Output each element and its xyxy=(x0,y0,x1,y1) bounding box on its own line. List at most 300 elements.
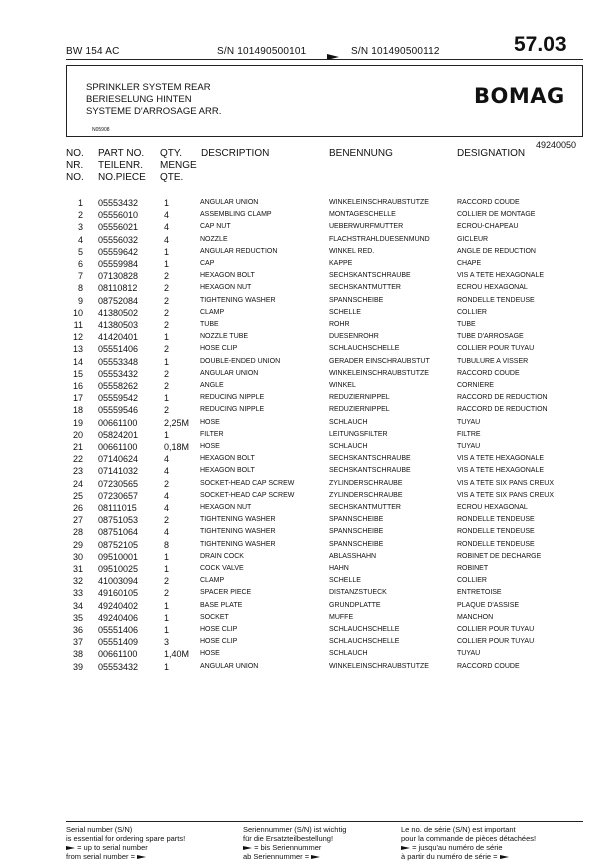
benennung: DISTANZSTUECK xyxy=(329,589,387,597)
part-number: 05553432 xyxy=(98,661,139,672)
footer-de xyxy=(243,825,346,861)
footer-en-line1: Serial number (S/N) xyxy=(66,825,133,834)
quantity: 1 xyxy=(164,564,170,574)
designation: RONDELLE TENDEUSE xyxy=(457,540,535,548)
table-row xyxy=(66,503,596,515)
designation: VIS A TETE HEXAGONALE xyxy=(457,272,545,280)
quantity: 4 xyxy=(164,503,170,513)
benennung: ROHR xyxy=(329,321,350,328)
part-number: 05558262 xyxy=(98,381,139,391)
designation: RONDELLE TENDEUSE xyxy=(457,516,535,524)
row-number: 22 xyxy=(72,454,83,465)
row-number: 7 xyxy=(77,271,83,282)
part-number: 05553432 xyxy=(98,368,139,379)
footer-de-line3: = bis Seriennummer xyxy=(243,843,346,852)
designation: MANCHON xyxy=(457,613,494,621)
benennung: SECHSKANTSCHRAUBE xyxy=(329,455,411,463)
quantity: 2 xyxy=(164,307,170,318)
designation: GICLEUR xyxy=(457,235,489,243)
quantity: 4 xyxy=(164,222,170,233)
part-number: 07141032 xyxy=(98,466,139,477)
table-row xyxy=(66,540,596,552)
description: TIGHTENING WASHER xyxy=(200,516,276,524)
designation: TUBE D'ARROSAGE xyxy=(457,333,524,341)
part-number: 08111015 xyxy=(98,503,137,513)
table-row xyxy=(66,405,596,417)
table-row xyxy=(66,637,596,649)
col-header-designation: DESIGNATION xyxy=(457,148,526,159)
benennung: SECHSKANTMUTTER xyxy=(329,284,401,292)
table-row xyxy=(66,601,596,613)
description: HEXAGON BOLT xyxy=(200,272,255,280)
benennung: MONTAGESCHELLE xyxy=(329,211,396,219)
description: TIGHTENING WASHER xyxy=(200,528,276,536)
description: FILTER xyxy=(200,430,224,438)
footer-de-line4: ab Seriennummer = xyxy=(243,852,346,861)
description: HEXAGON BOLT xyxy=(200,455,255,463)
table-row xyxy=(66,588,596,600)
row-number: 21 xyxy=(72,442,83,452)
part-number: 05556032 xyxy=(98,234,139,245)
designation: RACCORD DE REDUCTION xyxy=(457,394,548,402)
quantity: 8 xyxy=(164,539,170,550)
arrow-right-icon xyxy=(327,48,339,66)
designation: CORNIERE xyxy=(457,382,494,389)
part-number: 41420401 xyxy=(98,332,139,343)
footer-en xyxy=(66,825,185,861)
benennung: FLACHSTRAHLDUESENMUND xyxy=(329,235,430,243)
quantity: 1 xyxy=(164,551,170,562)
designation: ROBINET xyxy=(457,565,489,572)
designation: VIS A TETE SIX PANS CREUX xyxy=(457,491,554,499)
quantity: 1 xyxy=(164,612,170,623)
description: HEXAGON NUT xyxy=(200,504,252,511)
table-row xyxy=(66,649,596,661)
footer-de-line1: Seriennummer (S/N) ist wichtig xyxy=(243,825,347,834)
description: TUBE xyxy=(200,321,219,328)
row-number: 27 xyxy=(72,515,83,526)
table-row xyxy=(66,515,596,527)
title-en: SPRINKLER SYSTEM REAR xyxy=(86,82,211,93)
col-header-qty-fr: QTE. xyxy=(160,172,184,183)
benennung: SCHLAUCHSCHELLE xyxy=(329,638,400,646)
benennung: ZYLINDERSCHRAUBE xyxy=(329,491,403,499)
col-header-qty-de: MENGE xyxy=(160,160,197,171)
quantity: 2 xyxy=(164,271,170,282)
part-number: 07230565 xyxy=(98,478,139,489)
benennung: GRUNDPLATTE xyxy=(329,601,381,609)
table-row xyxy=(66,210,596,222)
designation: COLLIER xyxy=(457,577,487,585)
description: DRAIN COCK xyxy=(200,552,244,560)
description: CAP xyxy=(200,260,215,267)
benennung: SCHLAUCHSCHELLE xyxy=(329,626,400,633)
row-number: 31 xyxy=(72,564,83,574)
part-number: 41380502 xyxy=(98,307,139,318)
designation: COLLIER POUR TUYAU xyxy=(457,626,535,633)
quantity: 2 xyxy=(164,588,170,599)
quantity: 1 xyxy=(164,246,170,257)
description: TIGHTENING WASHER xyxy=(200,540,276,548)
part-number: 09510001 xyxy=(98,551,139,562)
benennung: ABLASSHAHN xyxy=(329,552,377,560)
table-row xyxy=(66,442,596,454)
title-block xyxy=(86,82,221,118)
footer-en-line4: from serial number = xyxy=(66,852,185,861)
designation: CHAPE xyxy=(457,260,482,267)
table-row xyxy=(66,320,596,332)
table-row xyxy=(66,466,596,478)
brand-logo: BOMAG xyxy=(474,84,565,108)
description: NOZZLE xyxy=(200,235,228,243)
col-header-description: DESCRIPTION xyxy=(201,148,270,159)
description: CLAMP xyxy=(200,308,225,316)
quantity: 1 xyxy=(164,356,170,367)
table-row xyxy=(66,271,596,283)
part-number: 05553432 xyxy=(98,198,139,208)
benennung: SCHLAUCHSCHELLE xyxy=(329,345,400,353)
designation: TUBE xyxy=(457,321,476,328)
header-rule xyxy=(66,59,583,60)
row-number: 8 xyxy=(77,283,83,294)
description: SOCKET-HEAD CAP SCREW xyxy=(200,479,295,487)
description: TIGHTENING WASHER xyxy=(200,296,276,304)
row-number: 11 xyxy=(73,320,83,330)
description: HOSE CLIP xyxy=(200,626,238,633)
quantity: 1,40M xyxy=(164,649,190,660)
quantity: 1 xyxy=(164,429,170,440)
table-row xyxy=(66,625,596,637)
table-row xyxy=(66,344,596,356)
description: HOSE xyxy=(200,418,220,426)
table-row xyxy=(66,491,596,503)
part-number: 07140624 xyxy=(98,454,139,465)
quantity: 2 xyxy=(164,320,170,330)
benennung: SPANNSCHEIBE xyxy=(329,296,384,304)
quantity: 0,18M xyxy=(164,442,190,452)
designation: ENTRETOISE xyxy=(457,589,502,597)
benennung: SPANNSCHEIBE xyxy=(329,540,384,548)
table-row xyxy=(66,369,596,381)
table-row xyxy=(66,430,596,442)
benennung: UEBERWURFMUTTER xyxy=(329,223,404,231)
row-number: 15 xyxy=(72,368,83,379)
footer-fr-line2: pour la commande de pièces détachées! xyxy=(401,834,537,843)
part-number: 07230657 xyxy=(98,490,139,501)
table-row xyxy=(66,479,596,491)
description: SPACER PIECE xyxy=(200,589,252,597)
table-row xyxy=(66,418,596,430)
footer-en-line3: = up to serial number xyxy=(66,843,185,852)
benennung: SPANNSCHEIBE xyxy=(329,516,384,524)
part-number: 09510025 xyxy=(98,564,139,574)
part-number: 49240406 xyxy=(98,612,139,623)
col-header-no-fr: NO. xyxy=(66,172,84,183)
description: HEXAGON NUT xyxy=(200,284,252,292)
table-row xyxy=(66,613,596,625)
table-row xyxy=(66,198,596,210)
description: ANGULAR UNION xyxy=(200,199,259,206)
description: SOCKET-HEAD CAP SCREW xyxy=(200,491,295,499)
row-number: 13 xyxy=(72,344,83,355)
designation: RONDELLE TENDEUSE xyxy=(457,296,535,304)
part-number: 07130828 xyxy=(98,271,139,282)
title-fr: SYSTEME D'ARROSAGE ARR. xyxy=(86,106,222,117)
benennung: SECHSKANTMUTTER xyxy=(329,504,401,511)
row-number: 29 xyxy=(72,539,83,550)
benennung: REDUZIERNIPPEL xyxy=(329,406,390,414)
row-number: 1 xyxy=(77,198,83,208)
description: BASE PLATE xyxy=(200,601,243,609)
description: HOSE CLIP xyxy=(200,345,238,353)
benennung: LEITUNGSFILTER xyxy=(329,430,388,438)
row-number: 5 xyxy=(77,246,83,257)
part-number: 49240402 xyxy=(98,600,139,611)
col-header-benennung: BENENNUNG xyxy=(329,148,393,159)
designation: TUYAU xyxy=(457,650,481,658)
part-number: 05559642 xyxy=(98,246,139,257)
row-number: 19 xyxy=(72,417,83,428)
description: ANGULAR UNION xyxy=(200,662,259,670)
quantity: 2 xyxy=(164,368,170,379)
row-number: 2 xyxy=(77,210,83,221)
quantity: 2 xyxy=(164,576,170,587)
benennung: SCHLAUCH xyxy=(329,650,368,658)
part-number: 00661100 xyxy=(98,649,138,660)
benennung: WINKELEINSCHRAUBSTUTZE xyxy=(329,199,429,206)
footer-fr-line3: = jusqu'au numéro de série xyxy=(401,843,536,852)
row-number: 28 xyxy=(72,527,83,538)
quantity: 2 xyxy=(164,405,170,416)
designation: VIS A TETE HEXAGONALE xyxy=(457,467,545,475)
designation: RACCORD DE REDUCTION xyxy=(457,406,548,414)
table-row xyxy=(66,393,596,405)
col-header-qty-en: QTY. xyxy=(160,148,183,159)
footer-fr-line4: à partir du numéro de série = xyxy=(401,852,536,861)
part-number: 00661100 xyxy=(98,417,138,428)
col-header-part-fr: NO.PIECE xyxy=(98,172,146,183)
quantity: 4 xyxy=(164,454,170,465)
page-number: 57.03 xyxy=(514,33,567,56)
table-row xyxy=(66,296,596,308)
designation: ECROU HEXAGONAL xyxy=(457,284,528,292)
row-number: 32 xyxy=(72,576,83,587)
row-number: 4 xyxy=(77,234,83,245)
benennung: WINKEL xyxy=(329,382,356,389)
row-number: 38 xyxy=(72,649,83,660)
benennung: SCHELLE xyxy=(329,308,361,316)
row-number: 18 xyxy=(72,405,83,416)
benennung: WINKELEINSCHRAUBSTUTZE xyxy=(329,662,429,670)
part-number: 05551406 xyxy=(98,625,139,635)
row-number: 14 xyxy=(72,356,83,367)
col-header-no-de: NR. xyxy=(66,160,84,171)
benennung: HAHN xyxy=(329,565,349,572)
description: NOZZLE TUBE xyxy=(200,333,249,341)
table-row xyxy=(66,332,596,344)
designation: ECROU HEXAGONAL xyxy=(457,504,528,511)
description: REDUCING NIPPLE xyxy=(200,406,265,414)
description: HOSE CLIP xyxy=(200,638,238,646)
designation: COLLIER xyxy=(457,308,487,316)
row-number: 35 xyxy=(72,612,83,623)
quantity: 2 xyxy=(164,381,170,391)
description: REDUCING NIPPLE xyxy=(200,394,265,402)
benennung: SCHLAUCH xyxy=(329,418,368,426)
benennung: MUFFE xyxy=(329,613,354,621)
benennung: DUESENROHR xyxy=(329,333,379,341)
quantity: 4 xyxy=(164,234,170,245)
table-row xyxy=(66,259,596,271)
designation: ANGLE DE REDUCTION xyxy=(457,247,536,255)
table-row xyxy=(66,662,596,674)
benennung: SCHLAUCH xyxy=(329,443,368,450)
row-number: 34 xyxy=(72,600,83,611)
col-header-part-en: PART NO. xyxy=(98,148,145,159)
table-row xyxy=(66,454,596,466)
quantity: 1 xyxy=(164,259,170,269)
part-number: 08751064 xyxy=(98,527,139,538)
description: CLAMP xyxy=(200,577,225,585)
col-header-no-en: NO. xyxy=(66,148,84,159)
part-number: 05551409 xyxy=(98,637,139,648)
table-row xyxy=(66,222,596,234)
col-header-no xyxy=(66,148,84,184)
serial-to: S/N 101490500112 xyxy=(351,46,440,57)
designation: ROBINET DE DECHARGE xyxy=(457,552,542,560)
benennung: SPANNSCHEIBE xyxy=(329,528,384,536)
designation: PLAQUE D'ASSISE xyxy=(457,601,520,609)
designation: TUYAU xyxy=(457,418,481,426)
footer-de-line2: für die Ersatzteilbestellung! xyxy=(243,834,334,843)
row-number: 25 xyxy=(72,490,83,501)
part-number: 05559542 xyxy=(98,393,139,404)
quantity: 1 xyxy=(164,625,170,635)
table-row xyxy=(66,235,596,247)
row-number: 20 xyxy=(72,429,83,440)
row-number: 6 xyxy=(77,259,83,269)
row-number: 36 xyxy=(72,625,83,635)
title-de: BERIESELUNG HINTEN xyxy=(86,94,192,105)
quantity: 1 xyxy=(164,661,170,672)
part-number: 05551406 xyxy=(98,344,139,355)
description: HEXAGON BOLT xyxy=(200,467,255,475)
quantity: 1 xyxy=(164,332,170,343)
row-number: 30 xyxy=(72,551,83,562)
description: DOUBLE-ENDED UNION xyxy=(200,357,281,365)
description: CAP NUT xyxy=(200,223,231,231)
table-row xyxy=(66,576,596,588)
col-header-part-de: TEILENR. xyxy=(98,160,144,171)
description: ASSEMBLING CLAMP xyxy=(200,211,272,219)
benennung: ZYLINDERSCHRAUBE xyxy=(329,479,403,487)
quantity: 2 xyxy=(164,478,170,489)
description: COCK VALVE xyxy=(200,565,244,572)
description: ANGLE xyxy=(200,382,224,389)
footer-fr-line1: Le no. de série (S/N) est important xyxy=(401,825,516,834)
table-row xyxy=(66,308,596,320)
designation: VIS A TETE HEXAGONALE xyxy=(457,455,545,463)
part-number: 08752084 xyxy=(98,295,139,306)
table-row xyxy=(66,283,596,295)
part-number: 05556021 xyxy=(98,222,139,233)
quantity: 2 xyxy=(164,344,170,355)
quantity: 2 xyxy=(164,295,170,306)
part-number: 49160105 xyxy=(98,588,139,599)
part-number: 05556010 xyxy=(98,210,139,221)
quantity: 4 xyxy=(164,466,170,477)
table-row xyxy=(66,357,596,369)
part-number: 08751053 xyxy=(98,515,139,526)
quantity: 4 xyxy=(164,527,170,538)
quantity: 4 xyxy=(164,210,170,221)
table-row xyxy=(66,247,596,259)
benennung: WINKEL RED. xyxy=(329,247,375,255)
col-header-qty xyxy=(160,148,197,184)
table-row xyxy=(66,527,596,539)
quantity: 3 xyxy=(164,637,170,648)
designation: RACCORD COUDE xyxy=(457,662,520,670)
part-number: 08752105 xyxy=(98,539,139,550)
part-number: 05559984 xyxy=(98,259,139,269)
quantity: 1 xyxy=(164,198,170,208)
part-number: 05553348 xyxy=(98,356,139,367)
designation: COLLIER POUR TUYAU xyxy=(457,638,535,646)
quantity: 2 xyxy=(164,515,170,526)
designation: TUYAU xyxy=(457,443,481,450)
row-number: 37 xyxy=(72,637,83,648)
designation: COLLIER DE MONTAGE xyxy=(457,211,536,219)
part-number: 05559546 xyxy=(98,405,139,416)
document-number: 49240050 xyxy=(536,140,577,150)
row-number: 9 xyxy=(77,295,83,306)
benennung: WINKELEINSCHRAUBSTUTZE xyxy=(329,369,429,377)
designation: FILTRE xyxy=(457,430,481,438)
row-number: 3 xyxy=(77,222,83,233)
designation: RONDELLE TENDEUSE xyxy=(457,528,535,536)
designation: RACCORD COUDE xyxy=(457,199,520,206)
description: SOCKET xyxy=(200,613,229,621)
designation: TUBULURE A VISSER xyxy=(457,357,529,365)
row-number: 23 xyxy=(72,466,83,477)
model-name: BW 154 AC xyxy=(66,46,120,57)
benennung: SECHSKANTSCHRAUBE xyxy=(329,467,411,475)
description: ANGULAR UNION xyxy=(200,369,259,377)
part-number: 00661100 xyxy=(98,442,138,452)
row-number: 24 xyxy=(72,478,83,489)
quantity: 2,25M xyxy=(164,417,190,428)
designation: ECROU-CHAPEAU xyxy=(457,223,519,231)
serial-from: S/N 101490500101 xyxy=(217,46,307,57)
designation: VIS A TETE SIX PANS CREUX xyxy=(457,479,554,487)
benennung: SCHELLE xyxy=(329,577,361,585)
quantity: 1 xyxy=(164,600,170,611)
table-row xyxy=(66,381,596,393)
row-number: 17 xyxy=(72,393,83,404)
part-number: 41003094 xyxy=(98,576,139,587)
footer-en-line2: is essential for ordering spare parts! xyxy=(66,834,186,843)
row-number: 33 xyxy=(72,588,83,599)
row-number: 26 xyxy=(72,503,83,513)
row-number: 16 xyxy=(72,381,83,391)
description: HOSE xyxy=(200,650,220,658)
designation: RACCORD COUDE xyxy=(457,369,520,377)
benennung: SECHSKANTSCHRAUBE xyxy=(329,272,411,280)
footer-fr xyxy=(401,825,536,861)
designation: COLLIER POUR TUYAU xyxy=(457,345,535,353)
description: ANGULAR REDUCTION xyxy=(200,247,278,255)
quantity: 2 xyxy=(164,283,170,294)
